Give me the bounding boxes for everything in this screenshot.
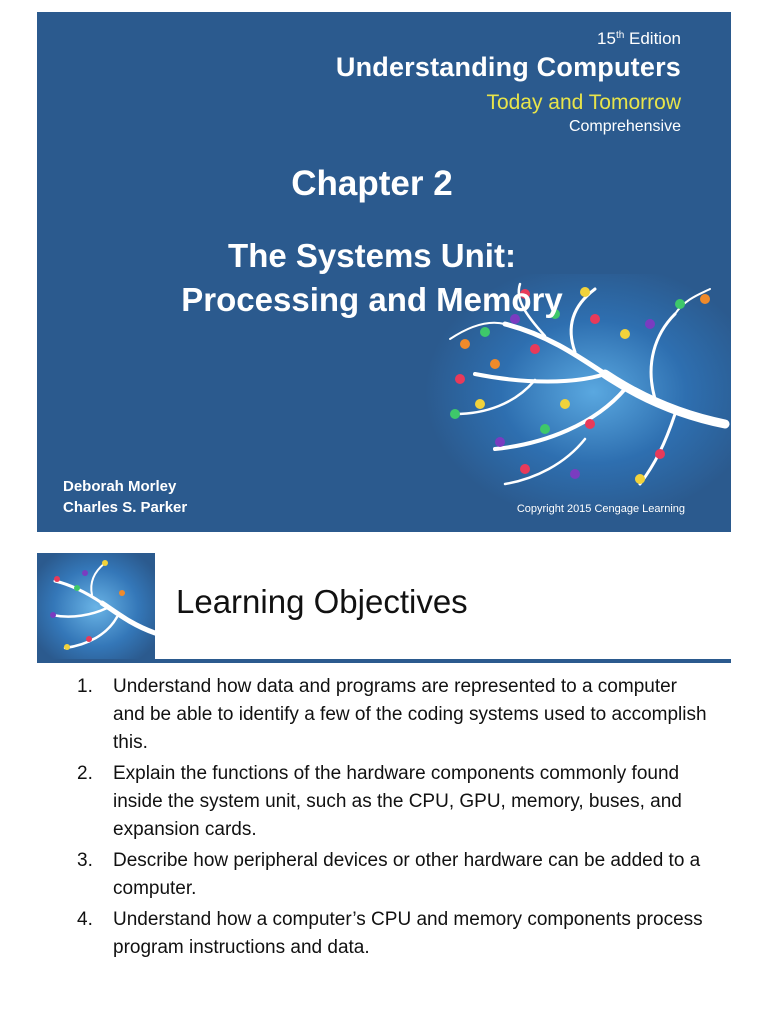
item-number: 1. (77, 676, 93, 697)
item-number: 4. (77, 909, 93, 930)
list-item (67, 847, 707, 903)
list-item (67, 673, 707, 757)
edition-number: 15 (597, 29, 616, 48)
edition-suffix: th (615, 30, 625, 41)
chapter-number: Chapter 2 (291, 164, 453, 203)
item-text: Understand how a computer’s CPU and memory components process program instructions and data. (113, 909, 703, 958)
edition-word: Edition (629, 29, 681, 48)
copyright-notice: Copyright 2015 Cengage Learning (516, 503, 685, 515)
book-variant: Comprehensive (568, 118, 681, 135)
title-divider (37, 659, 731, 663)
list-item (67, 760, 707, 844)
chapter-title (37, 234, 707, 322)
authors (63, 476, 187, 518)
author-name: Charles S. Parker (63, 499, 188, 516)
item-text: Describe how peripheral devices or other hardware can be added to a computer. (113, 850, 701, 899)
item-text: Explain the functions of the hardware components commonly found inside the system unit, such as the CPU, GPU, memory, buses, and expansion cards. (113, 763, 682, 840)
item-text: Understand how data and programs are represented to a computer and be able to identify a few of the coding systems used to accomplish this. (113, 676, 707, 753)
book-title: Understanding Computers (335, 52, 681, 82)
objectives-slide (37, 553, 731, 1013)
chapter-title-line1: The Systems Unit: (228, 237, 516, 274)
objectives-list (67, 673, 707, 965)
item-number: 2. (77, 763, 93, 784)
list-item (67, 906, 707, 962)
slide-title: Learning Objectives (176, 583, 468, 620)
item-number: 3. (77, 850, 93, 871)
chapter-title-line2: Processing and Memory (181, 281, 563, 318)
tree-thumbnail (37, 553, 155, 662)
author-name: Deborah Morley (63, 478, 177, 495)
title-slide (37, 12, 731, 532)
book-subtitle: Today and Tomorrow (486, 91, 681, 114)
edition-label (597, 29, 681, 49)
